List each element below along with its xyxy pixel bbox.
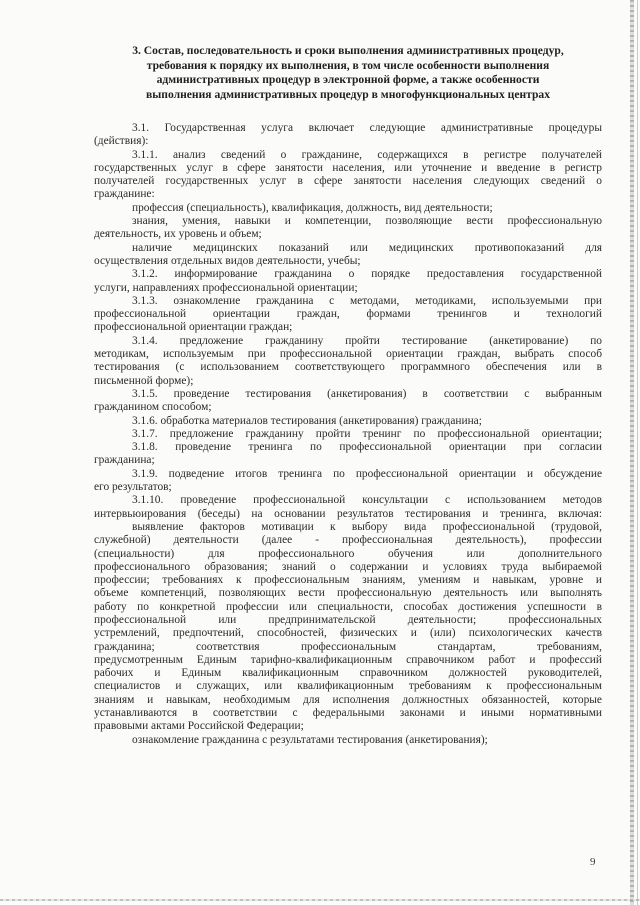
text-line: 3.1.9. подведение итогов тренинга по профессиональной ориентации и обсуждение [132,467,602,480]
text-line: его результатов; [94,481,172,494]
text-line: письменной форме); [94,374,194,387]
text-line: 3.1.1. анализ сведений о гражданине, содержащихся в регистре получателей [132,148,602,161]
text-line: 3.1.4. предложение гражданину пройти тестирование (анкетирование) по [132,334,602,347]
text-line: профессиональной ориентации граждан; [94,321,293,334]
heading-line: выполнения административных процедур в многофункциональных центрах [145,87,551,101]
text-line: 3.1.10. проведение профессиональной консультации с использованием методов [132,494,602,507]
heading-line: 3. Состав, последовательность и сроки выполнения административных процедур, [132,44,564,57]
text-line: знания, умения, навыки и компетенции, позволяющие вести профессиональную [132,215,602,228]
text-line: (действия): [94,135,149,148]
text-line: получателей государственных услуг в сфере занятости населения следующих сведений о [94,175,602,188]
text-line: профессии; требованиях к профессиональным знаниям, умениям и навыкам, уровне и [94,574,602,587]
text-line: 3.1. Государственная услуга включает следующие административные процедуры [132,122,602,134]
text-line: (специальности) для профессионального обучения или дополнительного [94,547,602,560]
text-line: объеме компетенций, позволяющих вести профессиональную деятельность или выполнять [94,587,602,600]
text-line: 3.1.8. проведение тренинга по профессиональной ориентации при согласии [132,441,602,454]
scan-edge-line [637,0,638,905]
text-line: профессия (специальность), квалификация, должность, вид деятельности; [132,201,493,214]
body-text [94,122,602,747]
text-line: выявление факторов мотивации к выбору вида профессиональной (трудовой, [132,520,602,533]
text-line: гражданине: [94,188,155,201]
text-line: знаниям и навыкам, необходимым для исполнения должностных обязанностей, которые [94,693,602,706]
text-line: гражданином способом; [94,401,212,414]
text-line: профессиональной ориентации граждан, формами тренингов и технологий [94,308,602,321]
text-line: услуги, направлениях профессиональной ориентации; [94,281,358,294]
text-line: рабочих и Единым квалификационным справочником должностей руководителей, [94,667,602,680]
text-line: профессионального образования; знаний о содержании и условиях труда выбираемой [94,560,602,573]
text-line: осуществления отдельных видов деятельности, учебы; [94,254,361,267]
heading-line: административных процедур в электронной форме, а также особенности [156,73,540,87]
text-line: устремлений, предпочтений, способностей, физических и (или) психологических качеств [94,627,602,640]
text-line: устанавливаются в соответствии с федеральными законами и иными нормативными [94,707,602,720]
text-line: государственных услуг в сфере занятости населения, или уточнение и введение в регистр [94,161,602,174]
text-line: 3.1.7. предложение гражданину пройти тренинг по профессиональной ориентации; [132,427,602,440]
text-line: 3.1.5. проведение тестирования (анкетирования) в соответствии с выбранным [132,387,602,400]
text-line: 3.1.6. обработка материалов тестирования (анкетирования) гражданина; [132,414,482,427]
section-heading [88,44,608,102]
scan-bottom-artifact [0,899,640,901]
text-line: работу по конкретной профессии или специальности, способах достижения успешности в [94,600,602,613]
text-line: интервьюирования (беседы) на основании результатов тестирования и тренинга, включая: [94,507,602,520]
scan-edge-artifact [630,0,634,905]
text-line: предусмотренным Единым тарифно-квалификационным справочником работ и профессий [94,653,602,666]
heading-line: требования к порядку их выполнения, в том числе особенности выполнения [146,58,550,72]
text-line: 3.1.3. ознакомление гражданина с методами, методиками, используемыми при [132,294,602,307]
text-line: 3.1.2. информирование гражданина о порядке предоставления государственной [132,268,602,281]
text-line: специалистов и служащих, или квалификационным требованиям к профессиональным [94,680,602,693]
text-line: гражданина; [94,454,155,467]
text-line: профессиональной или предпринимательской деятельности; профессиональных [94,613,602,626]
text-line: гражданина; соответствия профессиональным стандартам, требованиям, [94,640,602,653]
page-number: 9 [590,856,596,868]
text-line: правовыми актами Российской Федерации; [94,720,304,733]
text-line: тестирования (с использованием соответствующего программного обеспечения или в [94,361,602,374]
text-line: деятельность, их уровень и объем; [94,228,262,241]
text-line: наличие медицинских показаний или медицинских противопоказаний для [132,241,602,254]
text-line: служебной) деятельности (далее - профессиональная деятельность), профессии [94,534,602,547]
text-line: ознакомление гражданина с результатами тестирования (анкетирования); [132,733,488,746]
text-line: методикам, используемым при профессиональной ориентации граждан, выбрать способ [94,348,602,361]
